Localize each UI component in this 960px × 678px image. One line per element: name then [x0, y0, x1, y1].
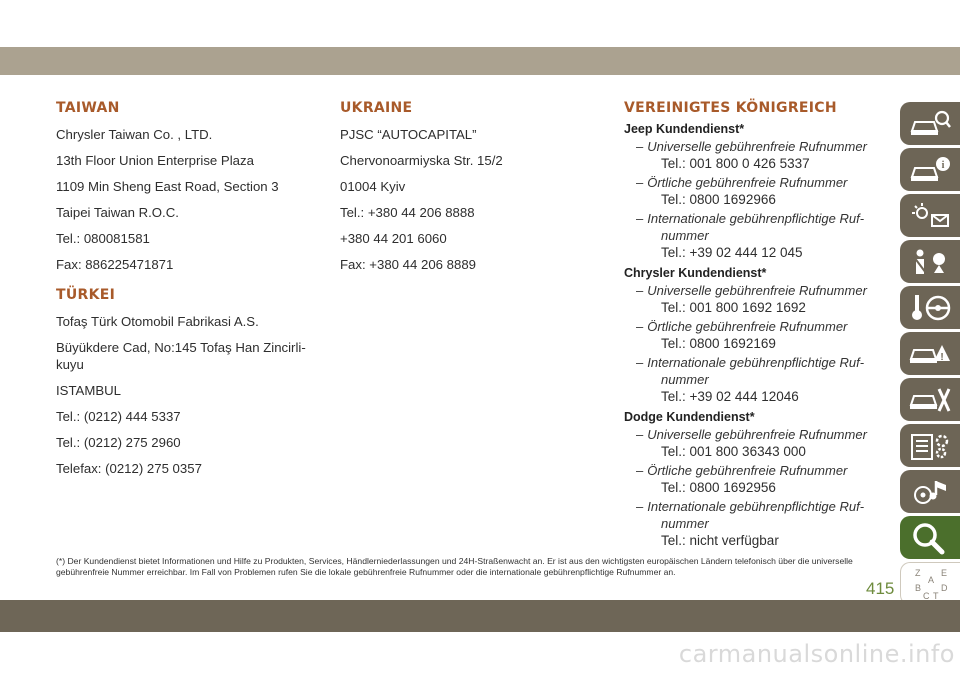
local-number-label: Örtliche gebührenfreie Rufnummer [647, 463, 848, 478]
intl-number-label-cont: nummer [661, 516, 709, 531]
text-line: Telefax: (0212) 275 0357 [56, 461, 202, 476]
svg-text:i: i [941, 159, 945, 171]
top-band [0, 47, 960, 75]
text-line: Tel.: +380 44 206 8888 [340, 205, 475, 220]
tab-seatbelt-airbag[interactable] [900, 240, 960, 283]
dodge-service-title: Dodge Kundendienst* [624, 410, 755, 424]
tab-car-search[interactable] [900, 102, 960, 145]
free-number-tel: Tel.: 001 800 1692 1692 [661, 300, 806, 315]
svg-text:T: T [932, 590, 938, 601]
column-right [624, 100, 894, 551]
heading-ukraine: UKRAINE [340, 100, 413, 116]
text-line: Fax: +380 44 206 8889 [340, 257, 477, 272]
local-number-label: Örtliche gebührenfreie Rufnummer [647, 175, 848, 190]
car-search-icon [908, 109, 952, 139]
specifications-gear-icon [908, 431, 952, 461]
text-line: Tel.: 080081581 [56, 231, 150, 246]
seatbelt-airbag-icon [908, 247, 952, 277]
car-info-icon [908, 155, 952, 185]
text-line: Tel.: (0212) 444 5337 [56, 409, 181, 424]
chrysler-service-title: Chrysler Kundendienst* [624, 266, 767, 280]
magnifier-icon [908, 521, 952, 555]
text-line: 13th Floor Union Enterprise Plaza [56, 153, 254, 168]
tab-car-info[interactable] [900, 148, 960, 191]
column-middle [340, 100, 610, 282]
local-number-tel: Tel.: 0800 1692169 [661, 336, 776, 351]
free-number-tel: Tel.: 001 800 36343 000 [661, 444, 806, 459]
tab-car-warning[interactable] [900, 332, 960, 375]
car-warning-icon [908, 339, 952, 369]
text-line: Fax: 886225471871 [56, 257, 174, 272]
tab-specifications[interactable] [900, 424, 960, 467]
heading-uk: VEREINIGTES KÖNIGREICH [624, 100, 837, 116]
text-line: Taipei Taiwan R.O.C. [56, 205, 179, 220]
intl-number-tel: Tel.: nicht verfügbar [661, 533, 779, 548]
free-number-label: Universelle gebührenfreie Rufnummer [647, 427, 867, 442]
warning-lights-icon [908, 201, 952, 231]
chapter-tabs [900, 102, 960, 608]
multimedia-music-icon [908, 477, 952, 507]
watermark: carmanualsonline.info [678, 640, 955, 668]
heading-turkei: TÜRKEI [56, 287, 116, 303]
text-line: 1109 Min Sheng East Road, Section 3 [56, 179, 279, 194]
tab-steering-key[interactable] [900, 286, 960, 329]
footnote: (*) Der Kundendienst bietet Informationen und Hilfe zu Produkten, Services, Händlerniederlassungen und 24H-Straßenwacht an. Er ist aus den wichtigsten europäischen Ländern telefonisch über die universelle gebührenfreie Nummer erreichbar. Im Fall von Problemen rufen Sie die lokale gebührenfreie Rufnummer oder die internationale gebührenpflichtige Rufnummer an. [56, 556, 853, 577]
text-line: Büyükdere Cad, No:145 Tofaş Han Zincirli-kuyu [56, 340, 306, 372]
text-line: Chrysler Taiwan Co. , LTD. [56, 127, 213, 142]
intl-number-label: Internationale gebührenpflichtige Ruf- [647, 211, 865, 226]
svg-text:A: A [927, 574, 934, 585]
free-number-tel: Tel.: 001 800 0 426 5337 [661, 156, 810, 171]
intl-number-label: Internationale gebührenpflichtige Ruf- [647, 499, 865, 514]
local-number-label: Örtliche gebührenfreie Rufnummer [647, 319, 848, 334]
tab-index-search[interactable] [900, 516, 960, 559]
svg-text:Z: Z [914, 567, 920, 578]
tab-alphabet-index[interactable] [900, 562, 960, 605]
text-line: PJSC “AUTOCAPITAL” [340, 127, 477, 142]
svg-text:E: E [940, 567, 947, 578]
jeep-service-title: Jeep Kundendienst* [624, 122, 745, 136]
heading-taiwan: TAIWAN [56, 100, 120, 116]
steering-wheel-key-icon [908, 293, 952, 323]
intl-number-label-cont: nummer [661, 228, 709, 243]
free-number-label: Universelle gebührenfreie Rufnummer [647, 139, 867, 154]
chrysler-service-entries: – Universelle gebührenfreie Rufnummer Tel.: 001 800 1692 1692 – Örtliche gebührenfreie Rufnummer Tel.: 0800 1692169 – Internationale gebührenpflichtige Ruf- nummer Tel.: +39 02 444 12046 [636, 282, 894, 406]
intl-number-tel: Tel.: +39 02 444 12046 [661, 389, 799, 404]
tab-warning-lights[interactable] [900, 194, 960, 237]
intl-number-label-cont: nummer [661, 372, 709, 387]
car-service-icon [908, 385, 952, 415]
text-line: Chervonoarmiyska Str. 15/2 [340, 153, 503, 168]
tab-car-service[interactable] [900, 378, 960, 421]
svg-text:B: B [914, 582, 921, 593]
dodge-service-entries: – Universelle gebührenfreie Rufnummer Tel.: 001 800 36343 000 – Örtliche gebührenfreie Rufnummer Tel.: 0800 1692956 – Internationale gebührenpflichtige Ruf- nummer Tel.: nicht verfügbar [636, 426, 894, 550]
local-number-tel: Tel.: 0800 1692966 [661, 192, 776, 207]
intl-number-tel: Tel.: +39 02 444 12 045 [661, 245, 803, 260]
alphabet-index-icon [909, 565, 953, 603]
column-left [56, 100, 326, 486]
svg-text:!: ! [940, 351, 944, 363]
text-line: 01004 Kyiv [340, 179, 406, 194]
intl-number-label: Internationale gebührenpflichtige Ruf- [647, 355, 865, 370]
svg-text:D: D [940, 582, 947, 593]
text-line: ISTAMBUL [56, 383, 121, 398]
text-line: Tel.: (0212) 275 2960 [56, 435, 181, 450]
text-line: Tofaş Türk Otomobil Fabrikasi A.S. [56, 314, 259, 329]
jeep-service-entries: – Universelle gebührenfreie Rufnummer Tel.: 001 800 0 426 5337 – Örtliche gebührenfreie Rufnummer Tel.: 0800 1692966 – Internationale gebührenpflichtige Ruf- nummer Tel.: +39 02 444 12 045 [636, 138, 894, 262]
bottom-band [0, 600, 960, 632]
page-number: 415 [866, 579, 895, 598]
free-number-label: Universelle gebührenfreie Rufnummer [647, 283, 867, 298]
local-number-tel: Tel.: 0800 1692956 [661, 480, 776, 495]
svg-text:C: C [922, 590, 929, 601]
text-line: +380 44 201 6060 [340, 231, 447, 246]
tab-multimedia[interactable] [900, 470, 960, 513]
